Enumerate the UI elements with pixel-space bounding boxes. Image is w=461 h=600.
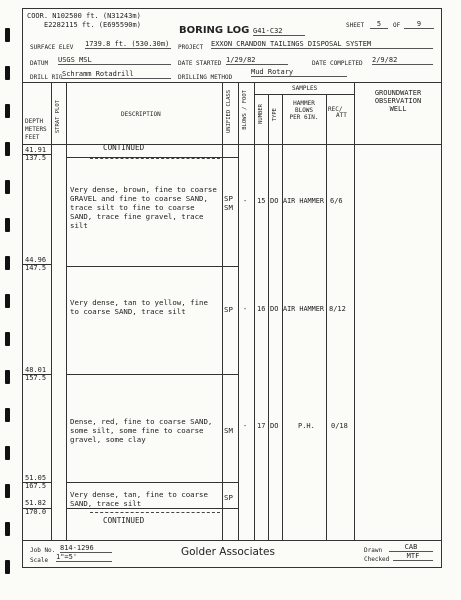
company-name: Golder Associates <box>181 546 275 558</box>
strat-plot-header: STRAT PLOT <box>55 100 61 134</box>
sample-type: DO <box>270 305 279 313</box>
binder-hole <box>5 142 10 156</box>
unified-class-header: UNIFIED CLASS <box>226 90 232 134</box>
log-title: BORING LOG <box>179 25 250 36</box>
sample-recovery: 0/18 <box>331 422 348 430</box>
layer-uscs: SP SM <box>224 194 233 212</box>
layer-blows: - <box>243 422 248 430</box>
continued-top-label: CONTINUED <box>103 143 145 152</box>
layer-blows: - <box>243 197 248 205</box>
scale-value: 1"=5' <box>56 553 112 562</box>
hammer-header: HAMMER <box>293 100 315 107</box>
datum-value: USGS MSL <box>58 56 171 65</box>
checked-value: MTF <box>393 552 433 561</box>
description-header: DESCRIPTION <box>121 111 161 118</box>
sample-type: DO <box>270 422 279 430</box>
depth-header: DEPTH <box>25 118 44 125</box>
sheet-number: 5 <box>370 20 388 29</box>
sheet-total: 9 <box>404 20 434 29</box>
date-started-value: 1/29/82 <box>226 56 288 65</box>
type-header: TYPE <box>272 108 278 122</box>
date-started-label: DATE STARTED <box>178 60 222 67</box>
binder-hole <box>5 408 10 422</box>
layer-uscs: SP <box>224 305 233 314</box>
binder-hole <box>5 370 10 384</box>
depth-meters: 51.05 <box>25 474 47 482</box>
sample-hammer: AIR HAMMER <box>283 305 324 313</box>
rec-header: REC/ <box>328 106 343 113</box>
hammer-per6in-header: PER 6IN. <box>289 114 319 121</box>
depth-feet-header: FEET <box>25 134 40 141</box>
drill-rig-value: Schramm Rotadrill <box>62 70 171 79</box>
binder-hole <box>5 28 10 42</box>
well-header: WELL <box>389 105 407 113</box>
date-completed-label: DATE COMPLETED <box>312 60 363 67</box>
layer-description: Dense, red, fine to coarse SAND, some silt, some fine to coarse gravel, some clay <box>70 417 213 444</box>
binder-hole <box>5 218 10 232</box>
project-label: PROJECT <box>178 44 204 51</box>
coordinate-north: COOR. N102500 ft. (N31243m) <box>27 12 141 20</box>
sample-number: 16 <box>257 305 266 313</box>
depth-meters: 48.01 <box>25 366 47 374</box>
project-value: EXXON CRANDON TAILINGS DISPOSAL SYSTEM <box>211 40 433 49</box>
samples-header: SAMPLES <box>292 85 318 92</box>
sample-recovery: 8/12 <box>329 305 346 313</box>
groundwater-header: GROUNDWATER <box>374 89 422 97</box>
blows-foot-header: BLOWS / FOOT <box>242 90 248 130</box>
depth-feet: 170.0 <box>25 508 47 516</box>
depth-meters: 44.96 <box>25 256 47 264</box>
binder-hole <box>5 560 10 574</box>
of-label: OF <box>393 22 401 29</box>
scale-label: Scale <box>30 557 49 564</box>
depth-feet: 137.5 <box>25 154 47 162</box>
checked-label: Checked <box>364 556 390 563</box>
binder-hole <box>5 332 10 346</box>
drawn-label: Drawn <box>364 547 383 554</box>
job-no-value: 814-1296 <box>60 544 112 553</box>
binder-hole <box>5 104 10 118</box>
binder-hole <box>5 180 10 194</box>
sample-number: 17 <box>257 422 266 430</box>
hammer-blows-header: BLOWS <box>294 107 314 114</box>
depth-feet: 147.5 <box>25 264 47 272</box>
drawn-value: CAB <box>389 543 433 552</box>
boring-id: G41-C32 <box>253 27 305 36</box>
observation-header: OBSERVATION <box>374 97 422 105</box>
binder-hole <box>5 522 10 536</box>
binder-hole <box>5 446 10 460</box>
number-header: NUMBER <box>258 104 264 124</box>
datum-label: DATUM <box>30 60 49 67</box>
att-header: ATT <box>336 112 347 119</box>
binder-hole <box>5 66 10 80</box>
sample-number: 15 <box>257 197 266 205</box>
job-no-label: Job No. <box>30 547 56 554</box>
drill-rig-label: DRILL RIG <box>30 74 63 81</box>
coordinate-east: E2282115 ft. (E695590m) <box>44 21 141 29</box>
layer-description: Very dense, brown, fine to coarse GRAVEL and fine to coarse SAND, trace silt to fine to coarse SAND, trace fine gravel, trace silt <box>70 185 217 230</box>
sample-hammer: AIR HAMMER <box>283 197 324 205</box>
layer-description: Very dense, tan to yellow, fine to coarse SAND, trace silt <box>70 298 208 316</box>
binder-hole <box>5 256 10 270</box>
binder-hole <box>5 294 10 308</box>
drilling-method-value: Mud Rotary <box>251 68 347 77</box>
continued-bottom-label: CONTINUED <box>103 516 145 525</box>
sheet-label: SHEET <box>346 22 365 29</box>
layer-blows: - <box>243 305 248 313</box>
depth-meters-header: METERS <box>25 126 47 133</box>
depth-feet: 167.5 <box>25 482 47 490</box>
sample-hammer: P.H. <box>298 422 315 430</box>
sample-recovery: 6/6 <box>330 197 343 205</box>
drilling-method-label: DRILLING METHOD <box>178 74 233 81</box>
surface-elev-value: 1739.8 ft. (530.30m) <box>85 40 170 48</box>
date-completed-value: 2/9/82 <box>372 56 433 65</box>
layer-uscs: SM <box>224 426 233 435</box>
sample-type: DO <box>270 197 279 205</box>
layer-uscs: SP <box>224 493 233 502</box>
layer-description: Very dense, tan, fine to coarse SAND, trace silt <box>70 490 208 508</box>
depth-meters: 51.82 <box>25 499 47 507</box>
surface-elev-label: SURFACE ELEV <box>30 44 74 51</box>
binder-hole <box>5 484 10 498</box>
depth-meters: 41.91 <box>25 146 47 154</box>
depth-feet: 157.5 <box>25 374 47 382</box>
